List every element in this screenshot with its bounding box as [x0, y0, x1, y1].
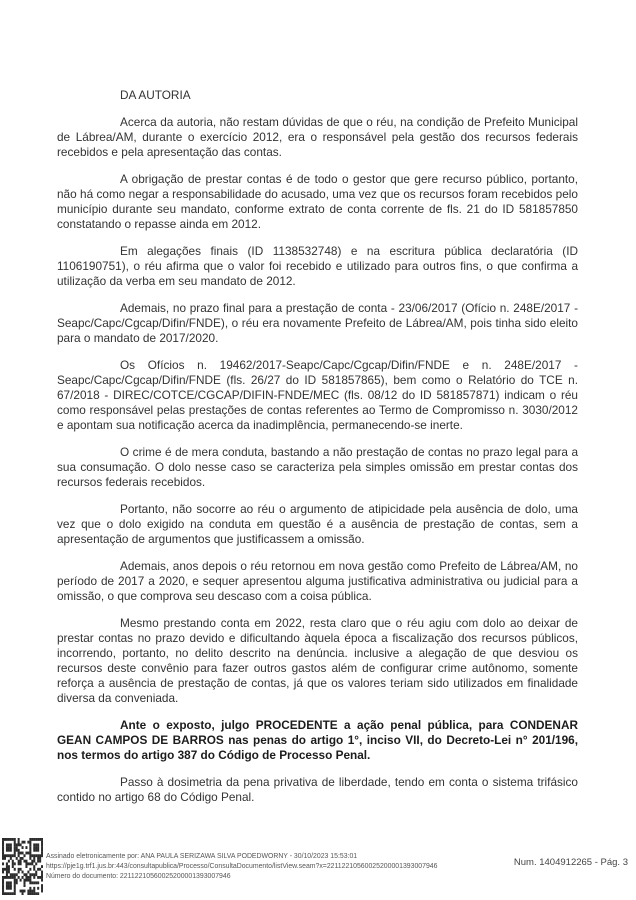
- signature-footer: [46, 852, 496, 882]
- body-paragraph: O crime é de mera conduta, bastando a não prestação de contas no prazo legal para a sua consumação. O dolo nesse caso se caracteriza pela simples omissão em prestar contas dos recursos federais recebidos.: [57, 445, 578, 489]
- body-paragraph: Os Ofícios n. 19462/2017-Seapc/Capc/Cgcap/Difin/FNDE e n. 248E/2017 - Seapc/Capc/Cgcap/Difin/FNDE (fls. 26/27 do ID 581857865), bem como o Relatório do TCE n. 67/2018 - DIREC/COTCE/CGCAP/DIFIN-FNDE/MEC (fls. 08/12 do ID 581857871) indicam o réu como responsável pelas prestações de contas referentes ao Termo de Compromisso n. 3030/2012 e apontam sua notificação acerca da inadimplência, permanecendo-se inerte.: [57, 358, 578, 432]
- body-paragraph: A obrigação de prestar contas é de todo o gestor que gere recurso público, portanto, não há como negar a responsabilidade do acusado, uma vez que os recursos foram recebidos pelo município durante seu mandato, conforme extrato de conta corrente de fls. 21 do ID 581857850 constatando o repasse ainda em 2012.: [57, 172, 578, 231]
- body-paragraph: Em alegações finais (ID 1138532748) e na escritura pública declaratória (ID 1106190751), o réu afirma que o valor foi recebido e utilizado para outros fins, o que confirma a utilização da verba em seu mandato de 2012.: [57, 244, 578, 288]
- signature-line: Assinado eletronicamente por: ANA PAULA SERIZAWA SILVA PODEDWORNY - 30/10/2023 15:53:01: [46, 853, 358, 860]
- body-paragraph: Ademais, no prazo final para a prestação de conta - 23/06/2017 (Ofício n. 248E/2017 - Seapc/Capc/Cgcap/Difin/FNDE), o réu era novamente Prefeito de Lábrea/AM, pois tinha sido eleito para o mandato de 2017/2020.: [57, 301, 578, 345]
- body-paragraph: Portanto, não socorre ao réu o argumento de atipicidade pela ausência de dolo, uma vez que o dolo exigido na conduta em questão é a ausência de prestação de contas, sem a apresentação de argumentos que justificassem a omissão.: [57, 502, 578, 546]
- section-heading: DA AUTORIA: [120, 88, 191, 102]
- document-body: [57, 88, 578, 817]
- body-paragraph: Passo à dosimetria da pena privativa de liberdade, tendo em conta o sistema trifásico contido no artigo 68 do Código Penal.: [57, 775, 578, 804]
- verification-url: https://pje1g.trf1.jus.br:443/consultapublica/Processo/ConsultaDocumento/listView.seam?x=22112210560025200001393007946: [46, 863, 438, 870]
- document-number-line: Número do documento: 22112210560025200001393007946: [46, 873, 231, 880]
- body-paragraph: Ademais, anos depois o réu retornou em nova gestão como Prefeito de Lábrea/AM, no período de 2017 a 2020, e sequer apresentou alguma justificativa administrativa ou judicial para a omissão, o que comprova seu descaso com a coisa pública.: [57, 559, 578, 603]
- qr-code-icon: [2, 838, 43, 895]
- page-number-badge: Num. 1404912265 - Pág. 3: [513, 857, 628, 868]
- body-paragraph: Acerca da autoria, não restam dúvidas de que o réu, na condição de Prefeito Municipal de Lábrea/AM, durante o exercício 2012, era o responsável pela gestão dos recursos federais recebidos e pela apresentação das contas.: [57, 115, 578, 159]
- verdict-paragraph: Ante o exposto, julgo PROCEDENTE a ação penal pública, para CONDENAR GEAN CAMPOS DE BARROS nas penas do artigo 1°, inciso VII, do Decreto-Lei n° 201/196, nos termos do artigo 387 do Código de Processo Penal.: [57, 718, 578, 762]
- body-paragraph: Mesmo prestando conta em 2022, resta claro que o réu agiu com dolo ao deixar de prestar contas no prazo devido e dificultando àquela época a fiscalização dos recursos públicos, incorrendo, portanto, no delito descrito na denúncia. inclusive a alegação de que desviou os recursos deste convênio para fazer outros gastos além de configurar crime autônomo, somente reforça a ausência de prestação de contas, já que os valores teriam sido utilizados em finalidade diversa da conveniada.: [57, 616, 578, 705]
